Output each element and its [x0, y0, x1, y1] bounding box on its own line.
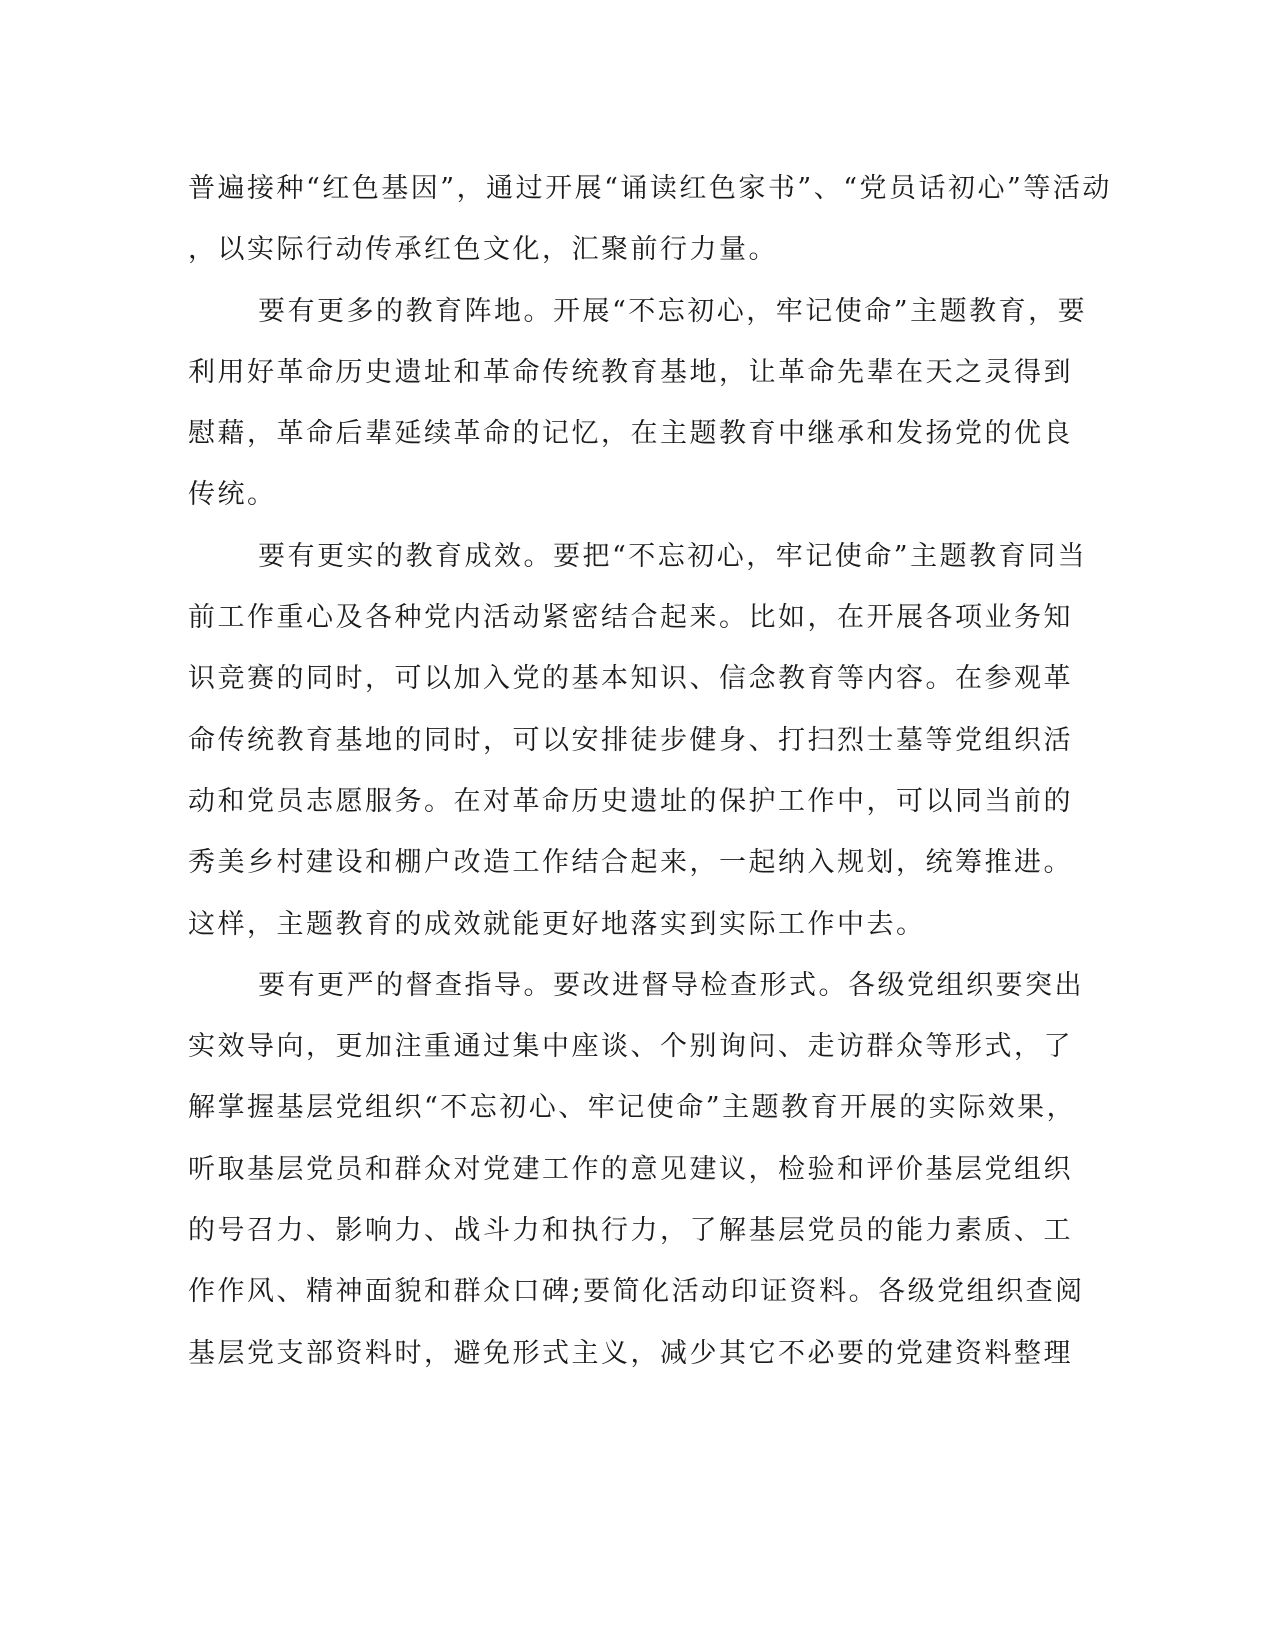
text-line-17: 听取基层党员和群众对党建工作的意见建议，检验和评价基层党组织 — [188, 1153, 1073, 1185]
text-line-20: 基层党支部资料时，避免形式主义，减少其它不必要的党建资料整理 — [188, 1337, 1073, 1369]
text-line-7: 要有更实的教育成效。要把“不忘初心，牢记使命”主题教育同当 — [258, 540, 1088, 572]
text-line-16: 解掌握基层党组织“不忘初心、牢记使命”主题教育开展的实际效果， — [188, 1092, 1077, 1124]
text-line-15: 实效导向，更加注重通过集中座谈、个别询问、走访群众等形式，了 — [188, 1031, 1073, 1063]
text-line-11: 动和党员志愿服务。在对革命历史遗址的保护工作中，可以同当前的 — [188, 785, 1073, 817]
text-line-5: 慰藉，革命后辈延续革命的记忆，在主题教育中继承和发扬党的优良 — [188, 418, 1073, 450]
text-line-14: 要有更严的督查指导。要改进督导检查形式。各级党组织要突出 — [258, 969, 1084, 1001]
text-line-6: 传统。 — [188, 479, 277, 511]
text-line-10: 命传统教育基地的同时，可以安排徒步健身、打扫烈士墓等党组织活 — [188, 724, 1073, 756]
text-line-2: ，以实际行动传承红色文化，汇聚前行力量。 — [188, 234, 778, 266]
text-line-19: 作作风、精神面貌和群众口碑;要简化活动印证资料。各级党组织查阅 — [188, 1276, 1085, 1308]
text-line-12: 秀美乡村建设和棚户改造工作结合起来，一起纳入规划，统筹推进。 — [188, 847, 1073, 879]
text-line-3: 要有更多的教育阵地。开展“不忘初心，牢记使命”主题教育，要 — [258, 295, 1088, 327]
text-line-9: 识竞赛的同时，可以加入党的基本知识、信念教育等内容。在参观革 — [188, 663, 1073, 695]
body-text — [188, 158, 1112, 1384]
text-line-18: 的号召力、影响力、战斗力和执行力，了解基层党员的能力素质、工 — [188, 1215, 1073, 1247]
text-line-13: 这样，主题教育的成效就能更好地落实到实际工作中去。 — [188, 908, 926, 940]
text-line-8: 前工作重心及各种党内活动紧密结合起来。比如，在开展各项业务知 — [188, 602, 1073, 634]
text-line-1: 普遍接种“红色基因”，通过开展“诵读红色家书”、“党员话初心”等活动 — [188, 173, 1112, 204]
text-line-4: 利用好革命历史遗址和革命传统教育基地，让革命先辈在天之灵得到 — [188, 356, 1073, 388]
